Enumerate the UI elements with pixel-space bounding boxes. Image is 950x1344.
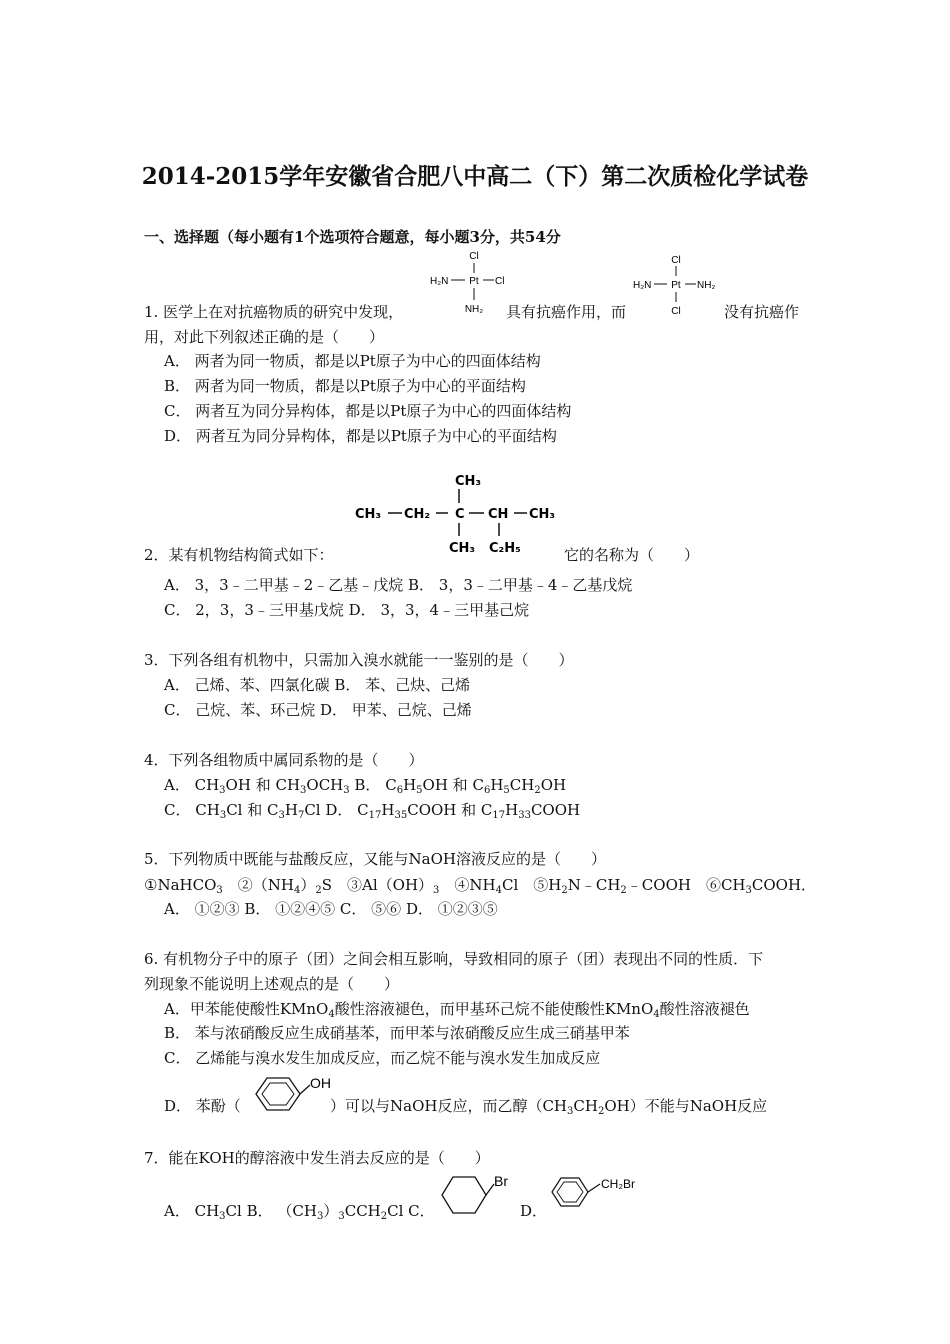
svg-text:Cl: Cl — [495, 276, 505, 287]
q5-stem: 5．下列物质中既能与盐酸反应，又能与NaOH溶液反应的是（ ） — [144, 850, 606, 868]
svg-text:CH₂Br: CH₂Br — [601, 1177, 635, 1191]
benzyl-bromide-structure-icon — [548, 1170, 648, 1212]
q1-option-a: A． 两者为同一物质，都是以Pt原子为中心的四面体结构 — [164, 352, 541, 370]
svg-text:CH₃: CH₃ — [529, 507, 556, 522]
svg-text:NH₂: NH₂ — [697, 280, 716, 291]
svg-text:Cl: Cl — [469, 251, 479, 262]
q1-option-b: B． 两者为同一物质，都是以Pt原子为中心的平面结构 — [164, 377, 526, 395]
q6-option-d-a: D． 苯酚（ — [164, 1097, 241, 1115]
mol-trans-platin — [632, 248, 724, 320]
svg-text:Br: Br — [494, 1173, 508, 1189]
q6-option-d-b: ）可以与NaOH反应，而乙醇$(CH_3CH_2OH)$不能与NaOH反应 — [330, 1097, 768, 1117]
q6-option-a: A．甲苯能使酸性KMnO$_4$酸性溶液褪色，而甲基环己烷不能使酸性KMnO$_4$酸性溶液褪色 — [164, 1000, 750, 1020]
q2-option-cd: C． 2，3，3﹣三甲基戊烷 D． 3，3，4﹣三甲基己烷 — [164, 601, 530, 619]
svg-text:CH₃: CH₃ — [355, 507, 382, 522]
svg-text:C₂H₅: C₂H₅ — [489, 541, 521, 556]
q7-stem: 7．能在KOH的醇溶液中发生消去反应的是（ ） — [144, 1149, 490, 1167]
bromocyclohexane-structure-icon — [436, 1168, 518, 1222]
q4-option-ab: A． $CH_3OH$ 和 $CH_3OCH_3$ B． $C_6H_5OH$ 和 $C_6H_5CH_2OH$ — [164, 776, 567, 796]
q1-stem-b: 具有抗癌作用，而 — [506, 303, 627, 321]
q6-stem-2: 列现象不能说明上述观点的是（ ） — [144, 975, 400, 993]
q3-option-cd: C． 己烷、苯、环己烷 D． 甲苯、己烷、己烯 — [164, 701, 472, 719]
q5-options: A． ①②③ B． ①②④⑤ C． ⑤⑥ D． ①②③⑤ — [164, 900, 498, 918]
svg-text:Cl: Cl — [671, 255, 681, 266]
q1-option-c: C． 两者互为同分异构体，都是以Pt原子为中心的四面体结构 — [164, 402, 572, 420]
q3-stem: 3．下列各组有机物中，只需加入溴水就能一一鉴别的是（ ） — [144, 651, 574, 669]
svg-text:CH₂: CH₂ — [404, 507, 431, 522]
q5-items: ①NaHCO$_3$ $②(NH_4)_2S$ $③Al(OH)_3$ $④NH_4Cl$ $⑤H_2N﹣CH_2﹣COOH$ $⑥CH_3COOH$． — [144, 876, 817, 896]
q4-option-cd: C． $CH_3Cl$ 和 $C_3H_7Cl$ D． $C_{17}H_{35}COOH$ 和 $C_{17}H_{33}COOH$ — [164, 801, 581, 821]
section-heading: 一、选择题（每小题有1个选项符合题意，每小题3分，共54分 — [144, 228, 561, 246]
svg-text:NH₂: NH₂ — [464, 304, 484, 315]
q6-stem-1: 6. 有机物分子中的原子（团）之间会相互影响，导致相同的原子（团）表现出不同的性质．下 — [144, 950, 764, 968]
page-title: 2014-2015学年安徽省合肥八中高二（下）第二次质检化学试卷 — [141, 163, 809, 190]
phenol-structure-icon — [248, 1072, 336, 1116]
q2-stem-b: 它的名称为（ ） — [564, 546, 700, 564]
q6-option-b: B． 苯与浓硝酸反应生成硝基苯，而甲苯与浓硝酸反应生成三硝基甲苯 — [164, 1024, 630, 1042]
q1-stem-a: 1. 医学上在对抗癌物质的研究中发现， — [144, 303, 404, 321]
q1-option-d: D． 两者互为同分异构体，都是以Pt原子为中心的平面结构 — [164, 427, 557, 445]
q2-stem-a: 2．某有机物结构简式如下： — [144, 546, 334, 564]
svg-text:C: C — [455, 507, 465, 522]
q7-option-d: D． — [520, 1202, 548, 1220]
svg-text:CH₃: CH₃ — [454, 474, 482, 489]
svg-text:H₂N: H₂N — [430, 276, 449, 287]
q4-stem: 4．下列各组物质中属同系物的是（ ） — [144, 751, 424, 769]
q6-option-c: C． 乙烯能与溴水发生加成反应，而乙烷不能与溴水发生加成反应 — [164, 1049, 601, 1067]
svg-text:OH: OH — [310, 1075, 331, 1091]
q7-options-abc: A． $CH_3Cl$ B． $(CH_3)_3CCH_2Cl$ C． — [164, 1202, 435, 1222]
svg-text:CH: CH — [488, 507, 509, 522]
q2-option-ab: A． 3，3﹣二甲基﹣2﹣乙基﹣戊烷 B． 3，3﹣二甲基﹣4﹣乙基戊烷 — [164, 576, 633, 594]
q2-structure — [352, 470, 567, 560]
mol-cis-platin — [428, 248, 518, 320]
svg-text:H₂N: H₂N — [633, 280, 652, 291]
svg-text:Cl: Cl — [671, 306, 681, 317]
q3-option-ab: A． 己烯、苯、四氯化碳 B． 苯、己炔、己烯 — [164, 676, 471, 694]
svg-text:Pt: Pt — [469, 276, 479, 287]
svg-text:Pt: Pt — [671, 280, 681, 291]
q1-stem-c: 没有抗癌作 — [724, 303, 800, 321]
svg-text:CH₃: CH₃ — [449, 541, 476, 556]
q1-stem-d: 用，对此下列叙述正确的是（ ） — [144, 328, 385, 346]
